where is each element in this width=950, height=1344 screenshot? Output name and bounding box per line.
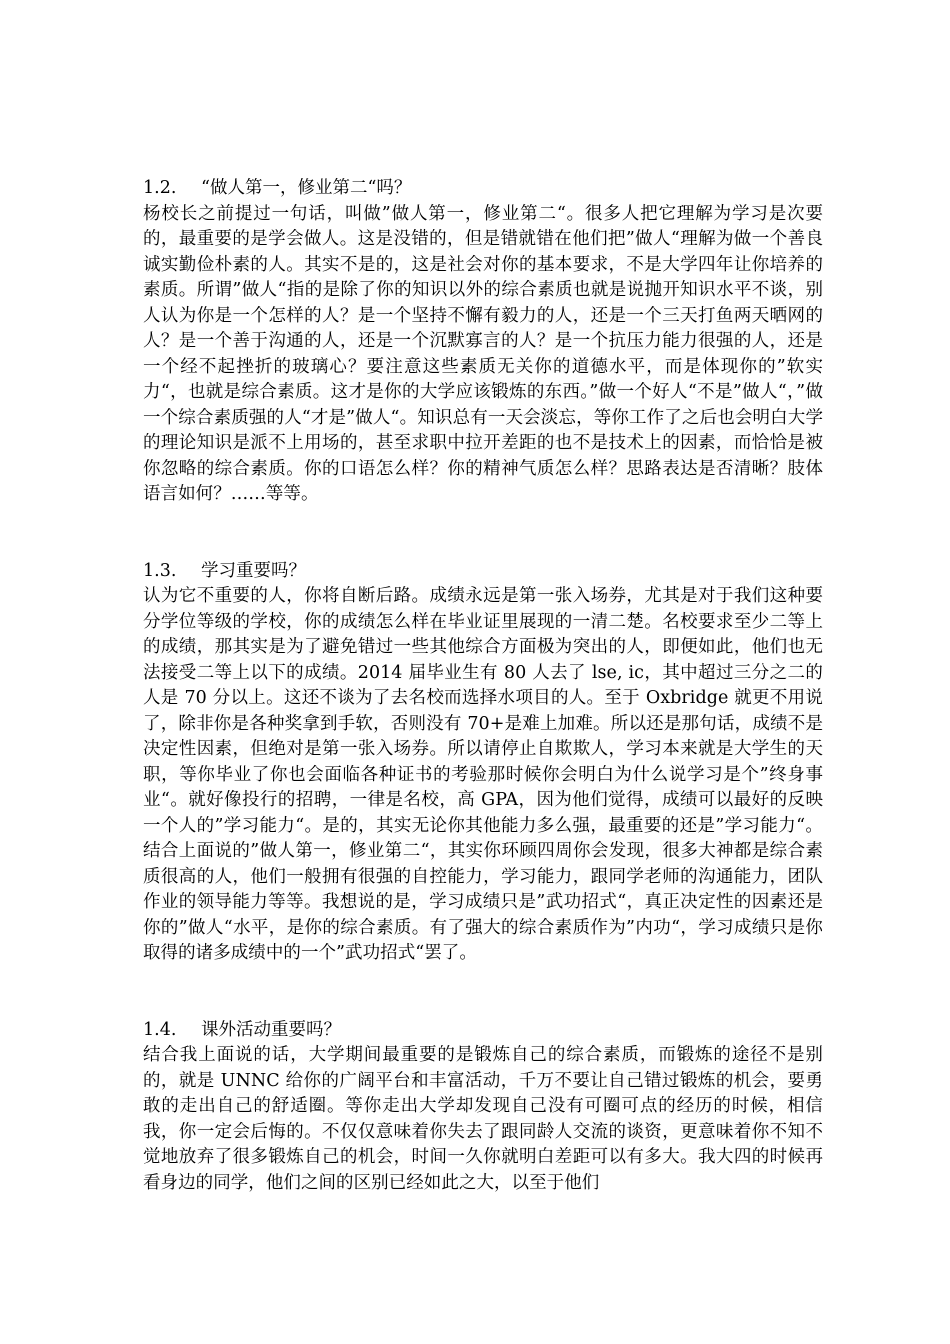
section-1-3	[143, 559, 823, 967]
section-1-4	[143, 1018, 823, 1197]
section-title: “做人第一，修业第二“吗？	[201, 178, 412, 198]
section-paragraph: 认为它不重要的人，你将自断后路。成绩永远是第一张入场券，尤其是对于我们这种要分学位等级的学校，你的成绩怎么样在毕业证里展现的一清二楚。名校要求至少二等上的成绩，那其实是为了避免错过一些其他综合方面极为突出的人，即便如此，他们也无法接受二等上以下的成绩。2014 届毕业生有 80 人去了 lse, ic，其中超过三分之二的人是 70 分以上。这还不谈为了去名校而选择水项目的人。至于 Oxbridge 就更不用说了，除非你是各种奖拿到手软，否则没有 70+是难上加难。所以还是那句话，成绩不是决定性因素，但绝对是第一张入场券。所以请停止自欺欺人，学习本来就是大学生的天职，等你毕业了你也会面临各种证书的考验那时候你会明白为什么说学习是个”终身事业“。就好像投行的招聘，一律是名校，高 GPA，因为他们觉得，成绩可以最好的反映一个人的”学习能力“。是的，其实无论你其他能力多么强，最重要的还是”学习能力“。结合上面说的”做人第一，修业第二“，其实你环顾四周你会发现，很多大神都是综合素质很高的人，他们一般拥有很强的自控能力，学习能力，跟同学老师的沟通能力，团队作业的领导能力等等。我想说的是，学习成绩只是”武功招式“，真正决定性的因素还是你的”做人“水平，是你的综合素质。有了强大的综合素质作为”内功“，学习成绩只是你取得的诸多成绩中的一个”武功招式“罢了。	[143, 586, 823, 963]
section-title: 课外活动重要吗？	[201, 1019, 341, 1040]
section-paragraph: 结合我上面说的话，大学期间最重要的是锻炼自己的综合素质，而锻炼的途径不是别的，就是 UNNC 给你的广阔平台和丰富活动，千万不要让自己错过锻炼的机会，要勇敢的走出自己的舒适圈。等你走出大学却发现自己没有可圈可点的经历的时候，相信我，你一定会后悔的。不仅仅意味着你失去了跟同龄人交流的谈资，更意味着你不知不觉地放弃了很多锻炼自己的机会，时间一久你就明白差距可以有多大。我大四的时候再看身边的同学，他们之间的区别已经如此之大，以至于他们	[143, 1045, 823, 1193]
section-number: 1.2.	[143, 178, 177, 198]
section-number: 1.4.	[143, 1019, 177, 1040]
section-title: 学习重要吗？	[201, 560, 306, 581]
section-1-2	[143, 176, 823, 508]
document-page	[143, 176, 823, 1196]
section-heading	[143, 559, 823, 585]
section-heading	[143, 1018, 823, 1044]
section-paragraph: 杨校长之前提过一句话，叫做”做人第一，修业第二“。很多人把它理解为学习是次要的，最重要的是学会做人。这是没错的，但是错就错在他们把”做人“理解为做一个善良诚实勤俭朴素的人。其实不是的，这是社会对你的基本要求，不是大学四年让你培养的素质。所谓”做人“指的是除了你的知识以外的综合素质也就是说抛开知识水平不谈，别人认为你是一个怎样的人？是一个坚持不懈有毅力的人，还是一个三天打鱼两天晒网的人？是一个善于沟通的人，还是一个沉默寡言的人？是一个抗压力能力很强的人，还是一个经不起挫折的玻璃心？要注意这些素质无关你的道德水平，而是体现你的”软实力“，也就是综合素质。这才是你的大学应该锻炼的东西。”做一个好人“不是”做人“，”做一个综合素质强的人“才是”做人“。知识总有一天会淡忘，等你工作了之后也会明白大学的理论知识是派不上用场的，甚至求职中拉开差距的也不是技术上的因素，而恰恰是被你忽略的综合素质。你的口语怎么样？你的精神气质怎么样？思路表达是否清晰？肢体语言如何？……等等。	[143, 203, 823, 504]
section-number: 1.3.	[143, 560, 177, 581]
section-heading	[143, 176, 823, 202]
